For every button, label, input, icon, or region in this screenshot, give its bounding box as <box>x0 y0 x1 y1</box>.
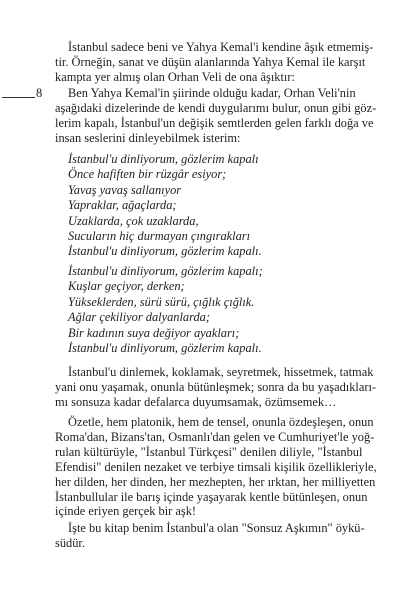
paragraph-5 <box>55 521 365 551</box>
paragraph-line: İstanbul'u dinlemek, koklamak, seyretmek, hissetmek, tatmak <box>68 365 374 379</box>
poem-line: İstanbul'u dinliyorum, gözlerim kapalı. <box>68 341 262 356</box>
paragraph-line: içinde eriyen gerçek bir aşk! <box>55 504 197 519</box>
paragraph-2 <box>55 86 377 146</box>
poem-stanza-2 <box>68 264 348 356</box>
paragraph-line: Ben Yahya Kemal'in şiirinde olduğu kadar, Orhan Veli'nin <box>68 86 356 100</box>
paragraph-line: Özetle, hem platonik, hem de tensel, onunla özdeşleşen, onun <box>68 415 374 429</box>
poem-line: Yapraklar, ağaçlarda; <box>68 198 177 213</box>
paragraph-line: Efendisi" denilen nezaket ve terbiye timsali kişilik özellikleriyle, <box>55 459 377 474</box>
paragraph-line: mı sonsuza kadar defalarca duyumsamak, özümsemek… <box>55 394 337 409</box>
paragraph-line: insan seslerini dinleyebilmek isterim: <box>55 130 241 145</box>
paragraph-line: rulan kültürüyle, "İstanbul Türkçesi" denilen diliyle, "İstanbul <box>55 444 363 459</box>
paragraph-line: kampta yer almış olan Orhan Veli de ona âşıktır: <box>55 69 295 84</box>
poem-line: Ağlar çekiliyor dalyanlarda; <box>68 310 211 325</box>
paragraph-line: İstanbullular ile barış içinde yaşayarak kentle bütünleşen, onun <box>55 489 368 504</box>
poem-line: İstanbul'u dinliyorum, gözlerim kapalı; <box>68 264 263 278</box>
poem-line: Yavaş yavaş sallanıyor <box>68 182 182 197</box>
paragraph-line: lerim kapalı, İstanbul'un değişik semtlerden gelen farklı doğa ve <box>55 115 374 130</box>
poem-line: Yükseklerden, sürü sürü, çığlık çığlık. <box>68 294 255 309</box>
poem-line: İstanbul'u dinliyorum, gözlerim kapalı <box>68 152 259 166</box>
poem-line: İstanbul'u dinliyorum, gözlerim kapalı. <box>68 244 262 259</box>
paragraph-4 <box>55 415 377 519</box>
poem-line: Önce hafiften bir rüzgâr esiyor; <box>68 167 227 182</box>
paragraph-line: tir. Örneğin, sanat ve düşün alanlarında Yahya Kemal ile karşıt <box>55 54 366 69</box>
paragraph-line: südür. <box>55 535 85 550</box>
paragraph-line: Roma'dan, Bizans'tan, Osmanlı'dan gelen ve Cumhuriyet'le yoğ- <box>55 429 375 444</box>
paragraph-line: yani onu yaşamak, onunla bütünleşmek; sonra da bu yaşadıkları- <box>55 379 377 394</box>
poem-line: Bir kadının suya değiyor ayakları; <box>68 325 240 340</box>
paragraph-1 <box>55 40 374 85</box>
page-number-rule <box>2 97 35 98</box>
poem-line: Kuşlar geçiyor, derken; <box>68 279 185 294</box>
poem-line: Uzaklarda, çok uzaklarda, <box>68 213 199 228</box>
poem-stanza-1 <box>68 152 348 260</box>
paragraph-line: İstanbul sadece beni ve Yahya Kemal'i kendine âşık etmemiş- <box>68 40 374 54</box>
poem-line: Sucuların hiç durmayan çıngırakları <box>68 229 251 244</box>
page-number: 8 <box>36 86 43 100</box>
paragraph-line: İşte bu kitap benim İstanbul'a olan "Sonsuz Aşkımın" öykü- <box>68 521 365 535</box>
paragraph-3 <box>55 365 377 410</box>
paragraph-line: her dilden, her dinden, her mezhepten, her ırktan, her milliyetten <box>55 474 376 489</box>
paragraph-line: aşağıdaki dizelerinde de kendi duygularımı bulur, onun gibi göz- <box>55 100 377 115</box>
